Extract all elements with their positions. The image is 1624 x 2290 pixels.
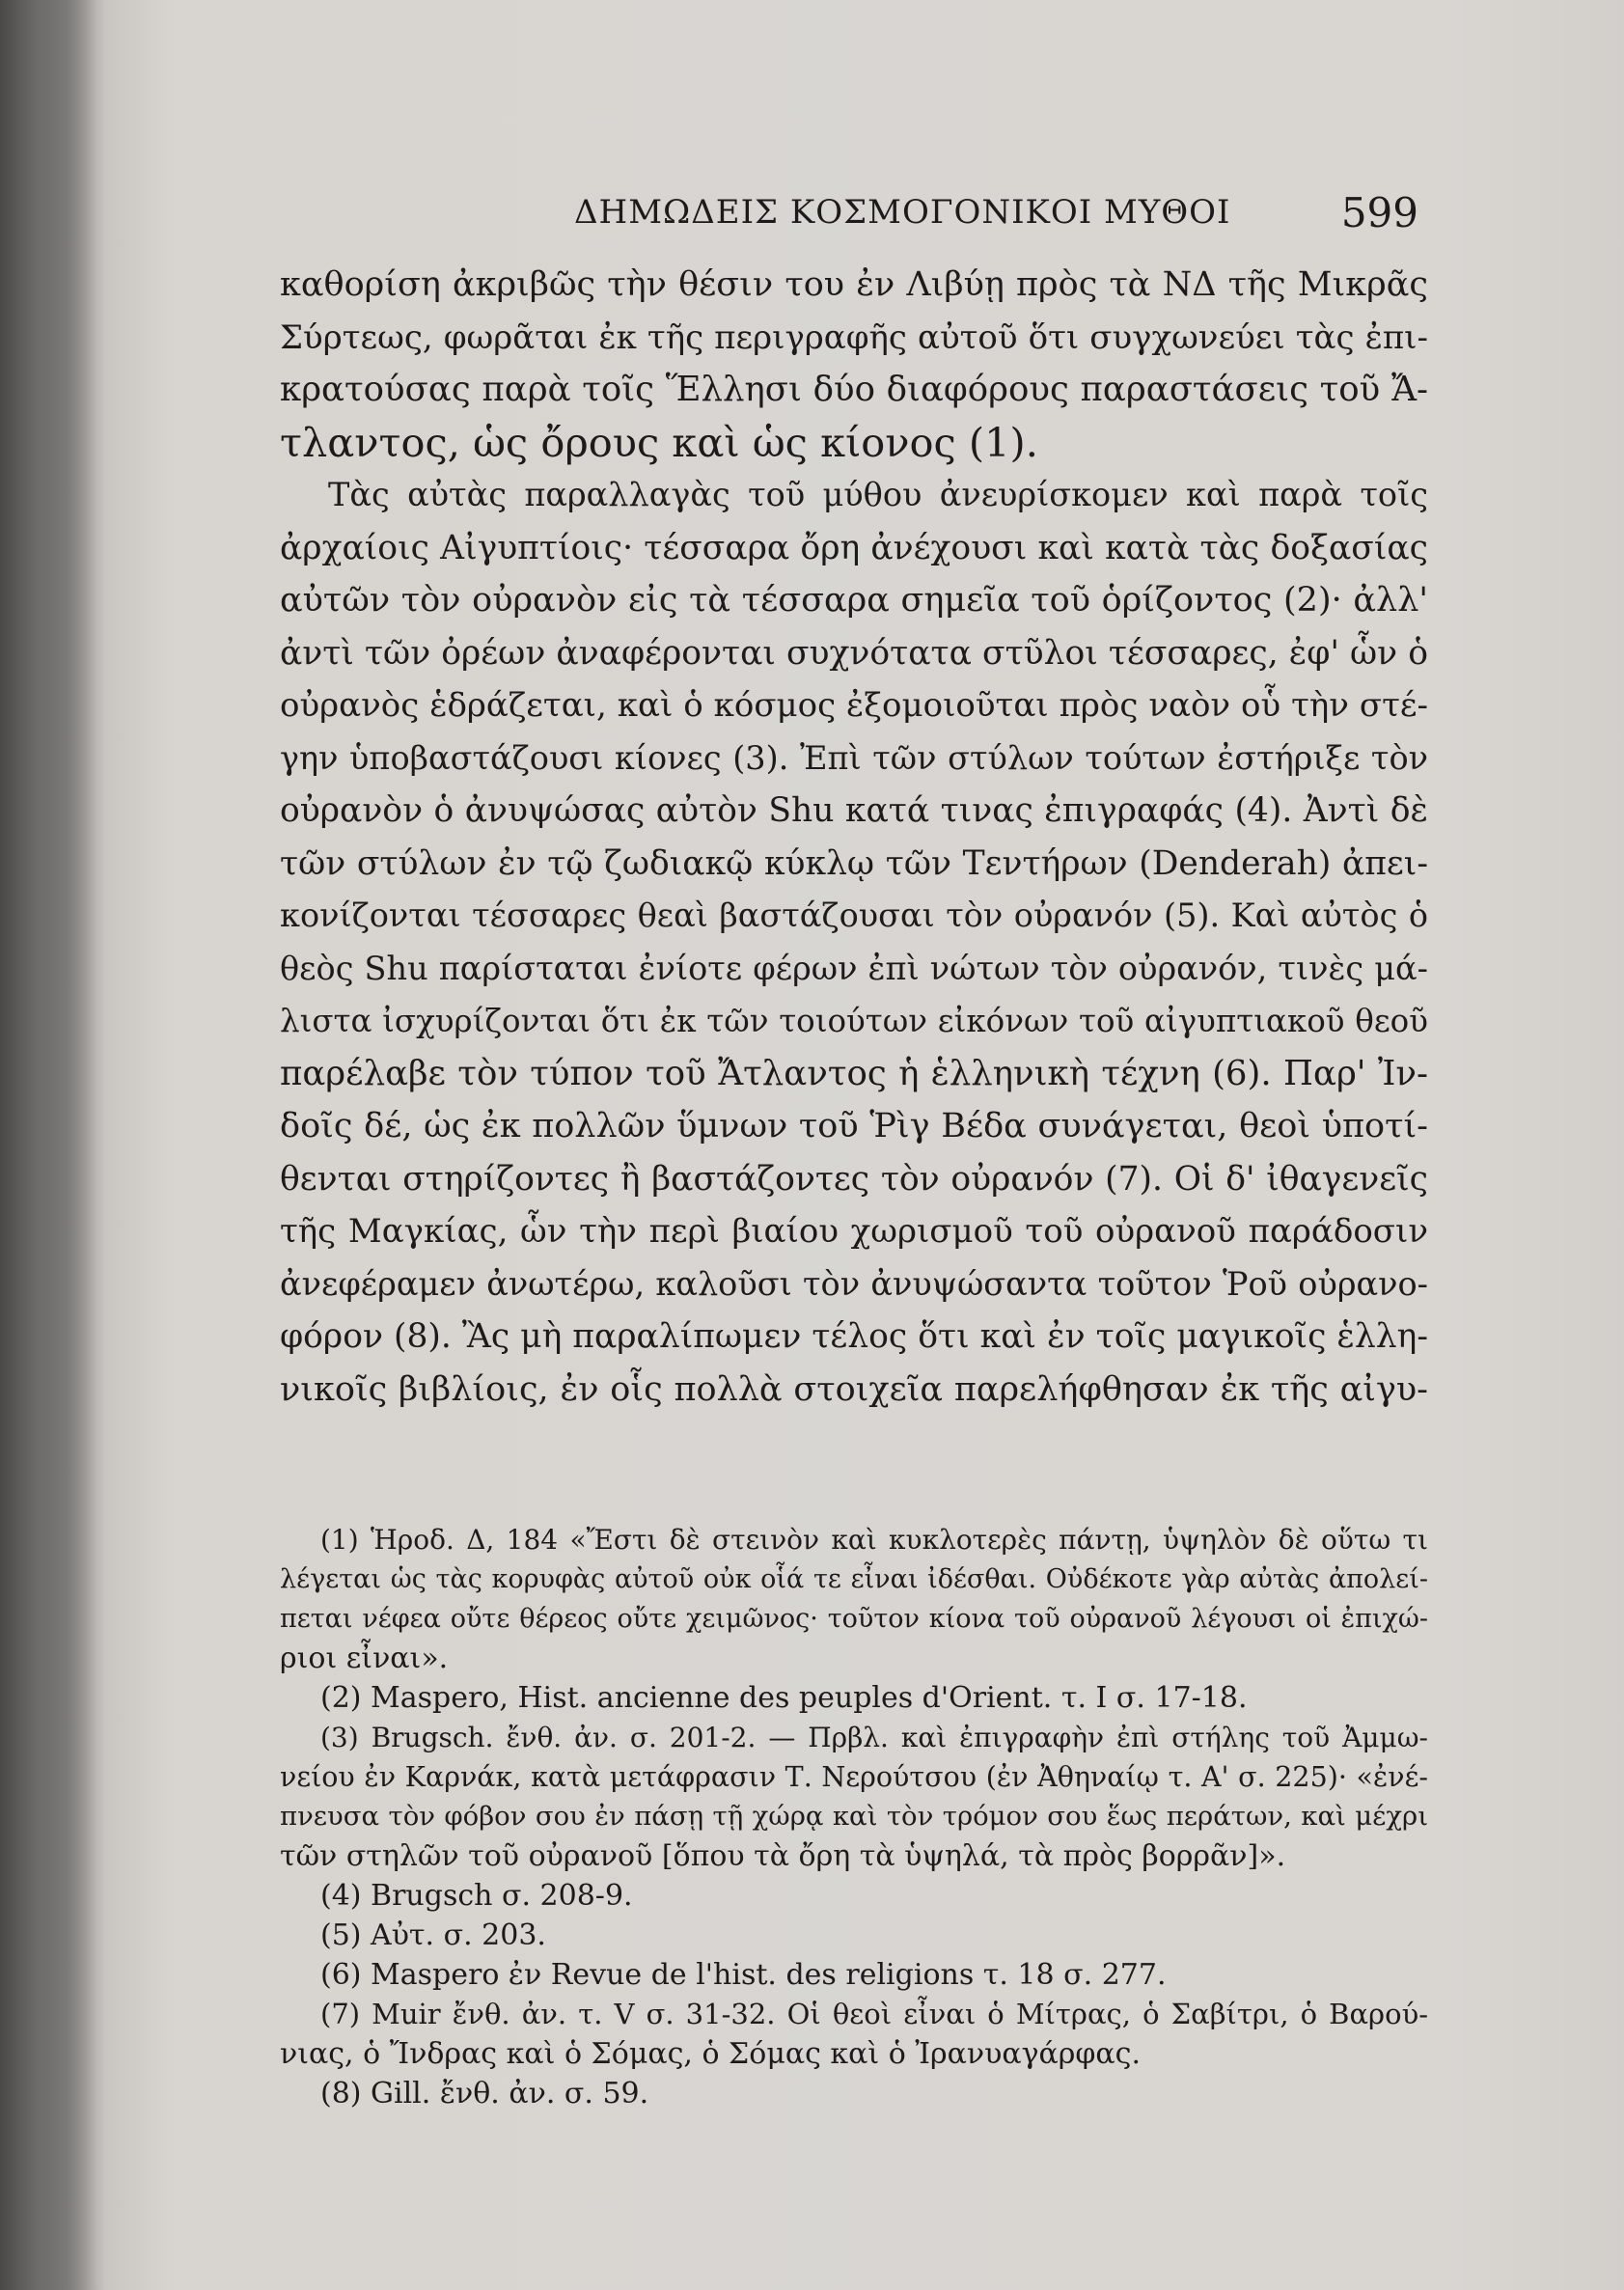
body-line: τῆς Μαγκίας, ὧν τὴν περὶ βιαίου χωρισμοῦ τοῦ οὐρανοῦ παράδοσιν [280,1212,1428,1251]
page-header [280,189,1428,247]
footnote-line: ριοι εἶναι». [280,1642,449,1675]
body-line: νικοῖς βιβλίοις, ἐν οἷς πολλὰ στοιχεῖα παρελήφθησαν ἐκ τῆς αἰγυ- [280,1369,1428,1409]
footnote-line: (2) Maspero, Hist. ancienne des peuples d'Orient. τ. I σ. 17-18. [320,1681,1248,1715]
body-line: παρέλαβε τὸν τύπον τοῦ Ἄτλαντος ἡ ἑλληνικὴ τέχνη (6). Παρ' Ἰν- [280,1053,1428,1093]
body-line: θεὸς Shu παρίσταται ἐνίοτε φέρων ἐπὶ νώτων τὸν οὐρανόν, τινὲς μά- [280,949,1428,987]
body-line: ἀνεφέραμεν ἀνωτέρω, καλοῦσι τὸν ἀνυψώσαντα τοῦτον Ῥοῦ οὐρανο- [280,1264,1428,1303]
footnote-line: (5) Αὐτ. σ. 203. [320,1918,546,1952]
binding-shadow [0,0,96,2290]
footnote-line: τῶν στηλῶν τοῦ οὐρανοῦ [ὅπου τὰ ὄρη τὰ ὑψηλά, τὰ πρὸς βορρᾶν]». [280,1839,1286,1873]
body-line: αὐτῶν τὸν οὐρανὸν εἰς τὰ τέσσαρα σημεῖα τοῦ ὁρίζοντος (2)· ἀλλ' [280,581,1428,620]
footnote-line: (6) Maspero ἐν Revue de l'hist. des religions τ. 18 σ. 277. [320,1958,1167,1992]
body-line: λιστα ἰσχυρίζονται ὅτι ἐκ τῶν τοιούτων εἰκόνων τοῦ αἰγυπτιακοῦ θεοῦ [280,1003,1428,1039]
footnote-line: λέγεται ὡς τὰς κορυφὰς αὐτοῦ οὐκ οἷά τε εἶναι ἰδέσθαι. Οὐδέκοτε γὰρ αὐτὰς ἀπολεί- [280,1564,1428,1594]
body-line: τῶν στύλων ἐν τῷ ζωδιακῷ κύκλῳ τῶν Τεντήρων (Denderah) ἀπει- [280,843,1428,883]
body-line: οὐρανὸν ὁ ἀνυψώσας αὐτὸν Shu κατά τινας ἐπιγραφάς (4). Ἀντὶ δὲ [280,791,1428,830]
body-line: δοῖς δέ, ὡς ἐκ πολλῶν ὕμνων τοῦ Ῥὶγ Βέδα συνάγεται, θεοὶ ὑποτί- [280,1107,1428,1145]
body-line: καθορίση ἀκριβῶς τὴν θέσιν του ἐν Λιβύῃ πρὸς τὰ ΝΔ τῆς Μικρᾶς [280,265,1428,304]
footnote-line: νιας, ὁ Ἴνδρας καὶ ὁ Σόμας, ὁ Σόμας καὶ ὁ Ἰρανυαγάρφας. [280,2037,1142,2071]
body-line: γην ὑποβαστάζουσι κίονες (3). Ἐπὶ τῶν στύλων τούτων ἐστήριξε τὸν [280,738,1428,777]
body-line: Τὰς αὐτὰς παραλλαγὰς τοῦ μύθου ἀνευρίσκομεν καὶ παρὰ τοῖς [328,476,1428,513]
body-line: θενται στηρίζοντες ἢ βαστάζοντες τὸν οὐρανόν (7). Οἱ δ' ἰθαγενεῖς [280,1159,1428,1199]
footnote-line: (4) Brugsch σ. 208-9. [320,1879,633,1913]
body-line: Σύρτεως, φωρᾶται ἐκ τῆς περιγραφῆς αὐτοῦ ὅτι συγχωνεύει τὰς ἐπι- [280,317,1428,357]
footnote-line: νείου ἐν Καρνάκ, κατὰ μετάφρασιν Τ. Νερούτσου (ἐν Ἀθηναίῳ τ. Α' σ. 225)· «ἐνέ- [280,1761,1428,1793]
footnote-line: (7) Muir ἔνθ. ἀν. τ. V σ. 31-32. Οἱ θεοὶ εἶναι ὁ Μίτρας, ὁ Σαβίτρι, ὁ Βαρού- [320,1998,1428,2030]
footnote-line: (8) Gill. ἔνθ. ἀν. σ. 59. [320,2077,649,2111]
body-line: οὐρανὸς ἑδράζεται, καὶ ὁ κόσμος ἐξομοιοῦται πρὸς ναὸν οὗ τὴν στέ- [280,686,1428,725]
footnotes [280,1520,1428,2113]
running-title: ΔΗΜΩΔΕΙΣ ΚΟΣΜΟΓΟΝΙΚΟΙ ΜΥΘΟΙ [574,193,1231,232]
footnote-line: πεται νέφεα οὔτε θέρεος οὔτε χειμῶνος· τοῦτον κίονα τοῦ οὐρανοῦ λέγουσι οἱ ἐπιχώ- [280,1604,1428,1634]
body-line: τλαντος, ὡς ὄρους καὶ ὡς κίονος (1). [280,418,1038,466]
footnote-line: (3) Brugsch. ἔνθ. ἀν. σ. 201-2. — Πρβλ. καὶ ἐπιγραφὴν ἐπὶ στήλης τοῦ Ἀμμω- [320,1722,1428,1753]
body-text [280,259,1428,1416]
body-line: κρατούσας παρὰ τοῖς Ἕλλησι δύο διαφόρους παραστάσεις τοῦ Ἄ- [280,370,1428,409]
page-number: 599 [1340,189,1418,236]
footnote-line: (1) Ἡροδ. Δ, 184 «Ἔστι δὲ στεινὸν καὶ κυκλοτερὲς πάντῃ, ὑψηλὸν δὲ οὕτω τι [320,1524,1428,1556]
body-line: ἀρχαίοις Αἰγυπτίοις· τέσσαρα ὄρη ἀνέχουσι καὶ κατὰ τὰς δοξασίας [280,528,1428,567]
body-line: κονίζονται τέσσαρες θεαὶ βαστάζουσαι τὸν οὐρανόν (5). Καὶ αὐτὸς ὁ [280,897,1428,934]
body-line: φόρον (8). Ἂς μὴ παραλίπωμεν τέλος ὅτι καὶ ἐν τοῖς μαγικοῖς ἑλλη- [280,1317,1428,1356]
footnote-line: πνευσα τὸν φόβον σου ἐν πάσῃ τῇ χώρᾳ καὶ τὸν τρόμον σου ἕως περάτων, καὶ μέχρι [280,1801,1428,1832]
body-line: ἀντὶ τῶν ὀρέων ἀναφέρονται συχνότατα στῦλοι τέσσαρες, ἐφ' ὧν ὁ [280,633,1428,673]
